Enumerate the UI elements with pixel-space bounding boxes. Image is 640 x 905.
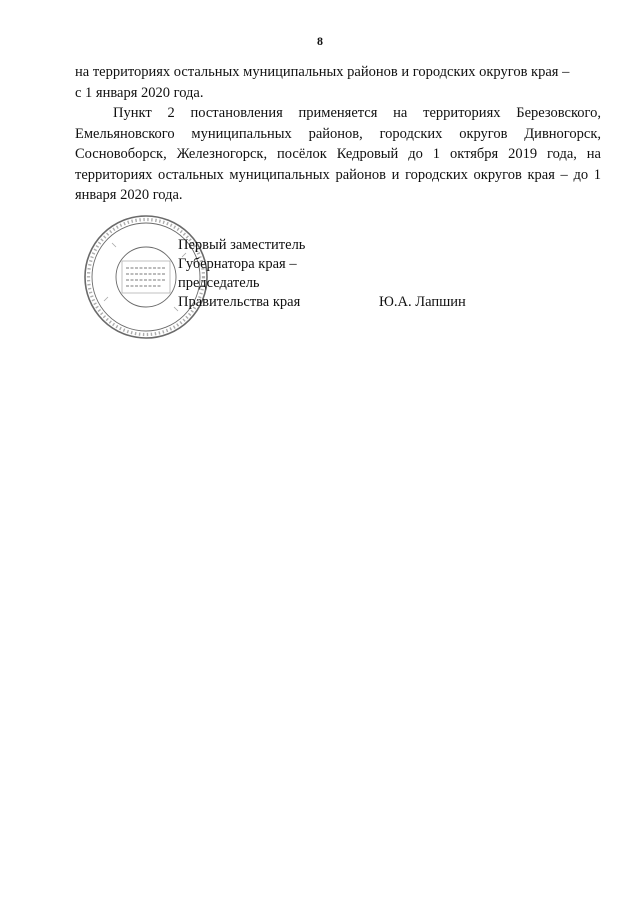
signatory-position [178, 236, 305, 312]
paragraph-1 [75, 62, 601, 103]
page-number: 8 [317, 34, 323, 48]
paragraph-1-line-1: на территориях остальных муниципальных районов и городских округов края – [75, 64, 570, 80]
position-line-1: Первый заместитель [178, 237, 306, 253]
position-line-4: Правительства края [178, 294, 301, 310]
signatory-name: Ю.А. Лапшин [379, 294, 466, 310]
position-line-2: Губернатора края – [178, 256, 297, 272]
body-text [75, 62, 601, 206]
paragraph-2: Пункт 2 постановления применяется на территориях Березовского, Емельяновского муниципальных районов, городских округов Дивногорск, Сосновоборск, Железногорск, посёлок Кедровый до 1 октября 2019 года, на территориях остальных муниципальных районов и городских округов края – до 1 января 2020 года. [75, 105, 601, 203]
paragraph-1-line-2: с 1 января 2020 года. [75, 84, 204, 101]
position-line-3: председатель [178, 275, 260, 291]
